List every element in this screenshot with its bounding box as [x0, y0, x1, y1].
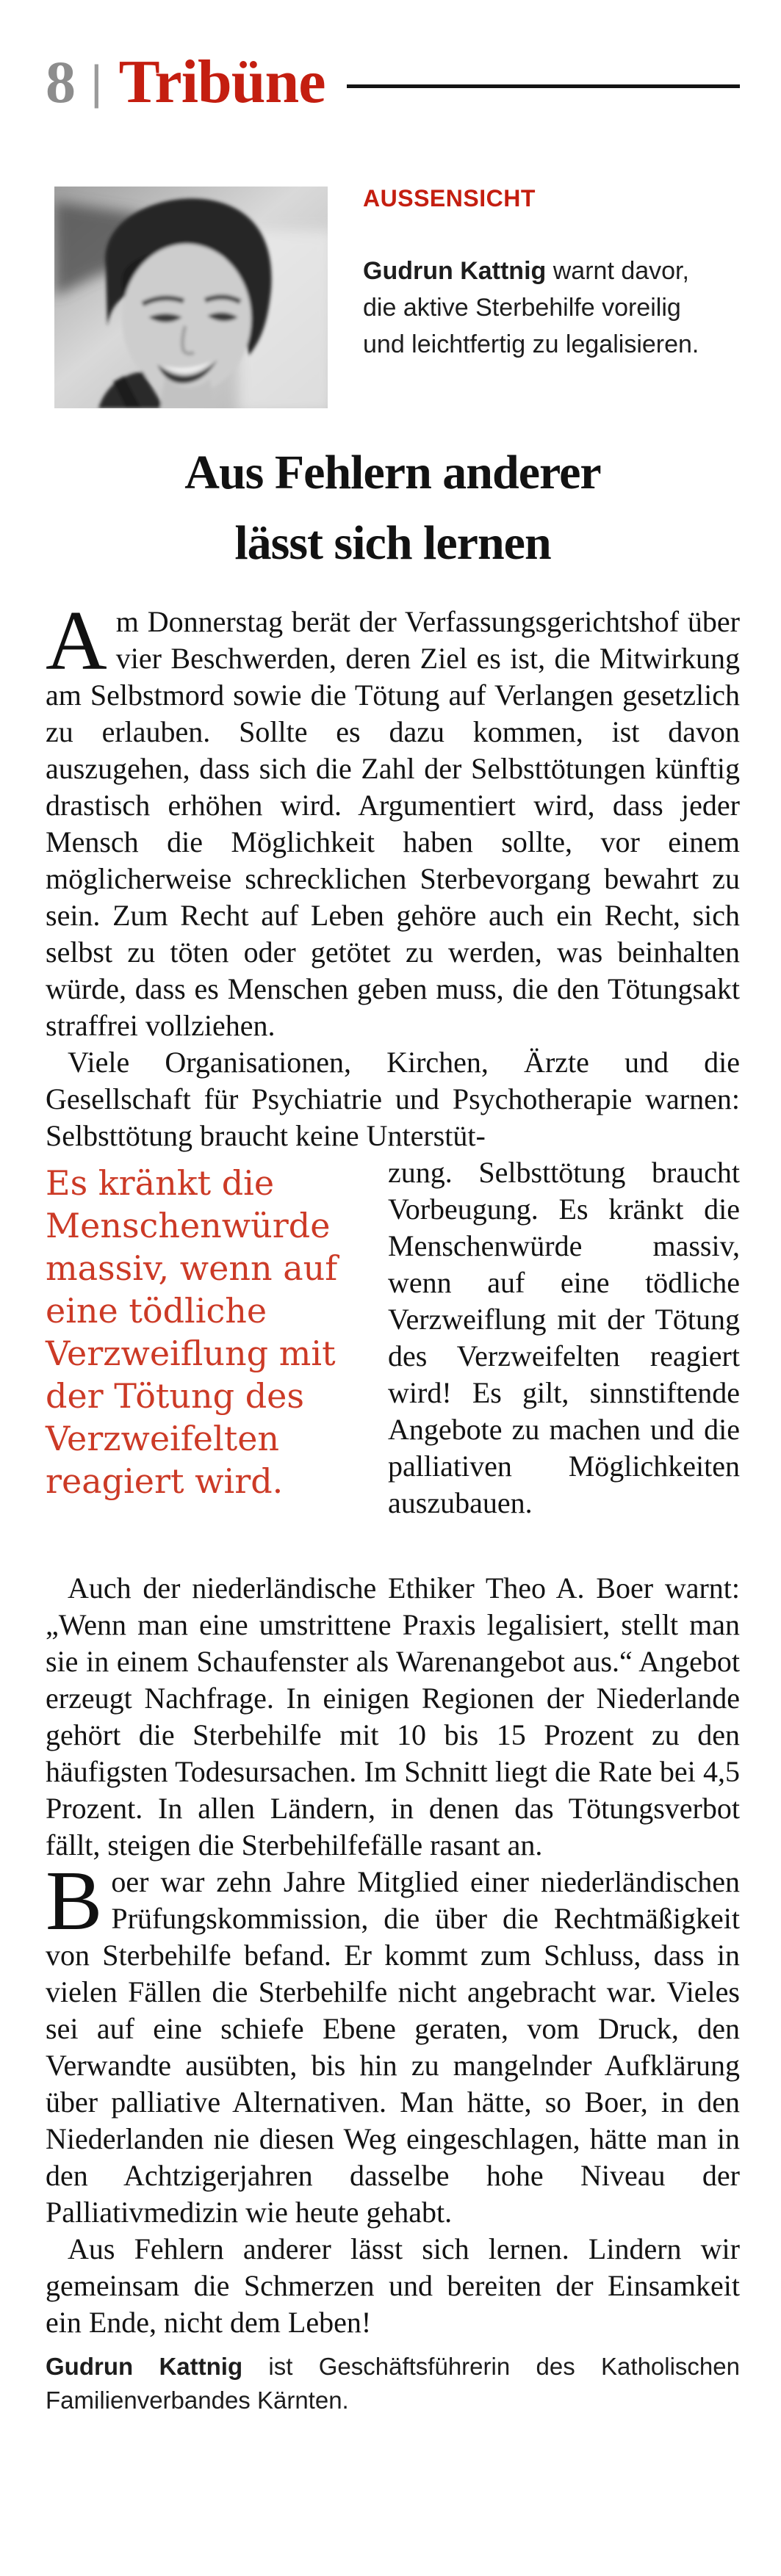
author-name: Gudrun Kattnig [363, 257, 547, 285]
credit-name: Gudrun Kattnig [46, 2353, 243, 2380]
author-portrait-illustration [54, 187, 328, 408]
paragraph-1 [46, 594, 740, 1044]
headline [46, 438, 740, 579]
paragraph-4-text: oer war zehn Jahre Mitglied einer niederländischen Prüfungskommission, die über die Rechtmäßigkeit von Sterbehilfe befand. Er kommt zum Schluss, dass in vielen Fällen die Sterbehilfe nicht angebracht war. Vieles sei auf eine schiefe Ebene geraten, vom Druck, den Verwandte ausübten, bis hin zu mangelnder Aufklärung über palliative Alternativen. Man hätte, so Boer, in den Niederlanden nie diesen Weg eingeschlagen, hätte man in den Achtzigerjahren dasselbe hohe Niveau der Palliativmedizin wie heute gehabt. [46, 1865, 740, 2229]
article-body [46, 594, 740, 2417]
byline-text [363, 187, 716, 408]
section-title: Tribüne [118, 48, 325, 116]
headline-line2: lässt sich lernen [234, 516, 551, 570]
header-separator: | [90, 56, 103, 109]
paragraph-3: Auch der niederländische Ethiker Theo A. Boer warnt: „Wenn man eine umstrittene Praxis legalisiert, stellt man sie in einem Schaufenster als Warenangebot aus.“ Angebot erzeugt Nachfrage. In einigen Regionen der Niederlande gehört die Sterbehilfe mit 10 bis 15 Prozent zu den häufigsten Todesursachen. Im Schnitt liegt die Rate bei 4,5 Prozent. In allen Ländern, in denen das Tötungsverbot fällt, steigen die Sterbehilfefälle rasant an. [46, 1571, 740, 1862]
paragraph-4 [46, 1854, 740, 2231]
author-credit [46, 2350, 740, 2417]
author-bio-text: warnt davor, die aktive Sterbehilfe voreilig und leichtfertig zu legalisieren. [363, 257, 699, 358]
page-header [46, 48, 740, 116]
header-rule [347, 84, 740, 88]
drop-cap-b: B [46, 1854, 103, 1948]
paragraph-5: Aus Fehlern anderer lässt sich lernen. Lindern wir gemeinsam die Schmerzen und bereiten der Einsamkeit ein Ende, nicht dem Leben! [46, 2232, 740, 2339]
author-byline-block [46, 187, 740, 408]
drop-cap-a: A [46, 594, 107, 688]
paragraph-2-start: Viele Organisationen, Kirchen, Ärzte und die Gesellschaft für Psychiatrie und Psychotherapie warnen: Selbsttötung braucht keine Unterstüt- [46, 1046, 740, 1152]
headline-line1: Aus Fehlern anderer [184, 446, 601, 499]
pull-quote: Es kränkt die Menschenwürde massiv, wenn auf eine tödliche Verzweiflung mit der Tötung des Verzweifelten reagiert wird. [46, 1163, 338, 1501]
author-photo [54, 187, 328, 408]
page-number: 8 [46, 48, 76, 115]
kicker-label: AUSSENSICHT [363, 185, 536, 211]
author-bio [363, 253, 716, 363]
paragraph-2-continued: zung. Selbsttötung braucht Vorbeugung. Es kränkt die Menschenwürde massiv, wenn auf eine tödliche Verzweiflung mit der Tötung des Verzweifelten reagiert wird! Es gilt, sinnstiftende Angebote zu machen und die palliativen Möglichkeiten auszubauen. [388, 1156, 740, 1519]
credit-text: ist Geschäftsführerin des Katholischen Familienverbandes Kärnten. [46, 2353, 740, 2414]
paragraph-1-text: m Donnerstag berät der Verfassungsgerichtshof über vier Beschwerden, deren Ziel es ist, die Mitwirkung am Selbstmord sowie die Tötung auf Verlangen gesetzlich zu erlauben. Sollte es dazu kommen, ist davon auszugehen, dass sich die Zahl der Selbsttötungen künftig drastisch erhöhen wird. Argumentiert wird, dass jeder Mensch die Möglichkeit haben sollte, vor einem möglicherweise schrecklichen Sterbevorgang bewahrt zu sein. Zum Recht auf Leben gehöre auch ein Recht, sich selbst zu töten oder getötet zu werden, was beinhalten würde, dass es Menschen geben muss, die den Tötungsakt straffrei vollziehen. [46, 605, 740, 1042]
